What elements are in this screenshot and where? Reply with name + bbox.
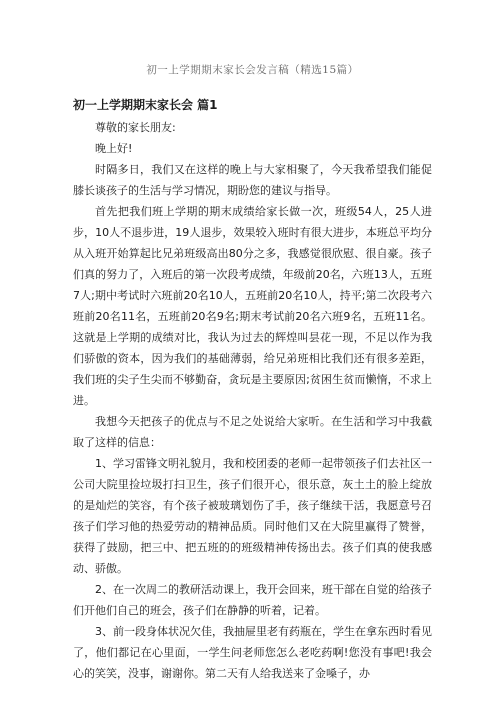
document-body xyxy=(73,117,432,684)
greeting: 晚上好! xyxy=(95,142,133,155)
section-heading: 初一上学期期末家长会 篇1 xyxy=(73,98,218,112)
paragraph: 我想今天把孩子的优点与不足之处说给大家听。在生活和学习中我截取了这样的信息： xyxy=(73,415,432,449)
list-item: 2、在一次周二的教研活动课上，我开会回来，班干部在自觉的给孩子们开他们自己的班会，孩子们在静静的听着，记着。 xyxy=(73,583,432,617)
paragraph: 首先把我们班上学期的期末成绩给家长做一次，班级54人，25人进步，10人不退步进，19人退步，效果较入班时有很大进步，本班总平均分从入班开始算起比兄弟班级高出80分之多，我感觉很欣慰、很自豪。孩子们真的努力了，入班后的第一次段考成绩，年级前20名，六班13人，五班7人;期中考试时六班前20名10人，五班前20名10人，持平;第二次段考六班前20名11名，五班前20名9名;期末考试前20名六班9名，五班11名。这就是上学期的成绩对比，我认为过去的辉煌叫昙花一现，不足以作为我们骄傲的资本，因为我们的基础薄弱，给兄弟班相比我们还有很多差距，我们班的尖子生尖而不够勤奋，贪玩是主要原因;贫困生贫而懒惰，不求上进。 xyxy=(73,205,432,407)
salutation: 尊敬的家长朋友: xyxy=(95,121,176,134)
list-item: 1、学习雷锋文明礼貌月，我和校团委的老师一起带领孩子们去社区一公司大院里捡垃圾打扫卫生，孩子们很开心，很乐意，灰土土的脸上绽放的是灿烂的笑容，有个孩子被玻璃划伤了手，孩子继续干活，我愿意号召孩子们学习他的热爱劳动的精神品质。同时他们又在大院里赢得了赞誉，获得了鼓励，把三中、把五班的的班级精神传扬出去。孩子们真的使我感动、骄傲。 xyxy=(73,457,432,575)
document-title: 初一上学期期末家长会发言稿（精选15篇） xyxy=(146,64,359,76)
paragraph: 时隔多日，我们又在这样的晚上与大家相聚了，今天我希望我们能促膝长谈孩子的生活与学习情况，期盼您的建议与指导。 xyxy=(73,163,432,197)
list-item: 3、前一段身体状况欠佳，我抽屉里老有药瓶在，学生在拿东西时看见了，他们都记在心里面，一学生问老师您怎么老吃药啊!您没有事吧!我会心的笑笑，没事，谢谢你。第二天有人给我送来了金嗓子，办 xyxy=(73,625,432,680)
